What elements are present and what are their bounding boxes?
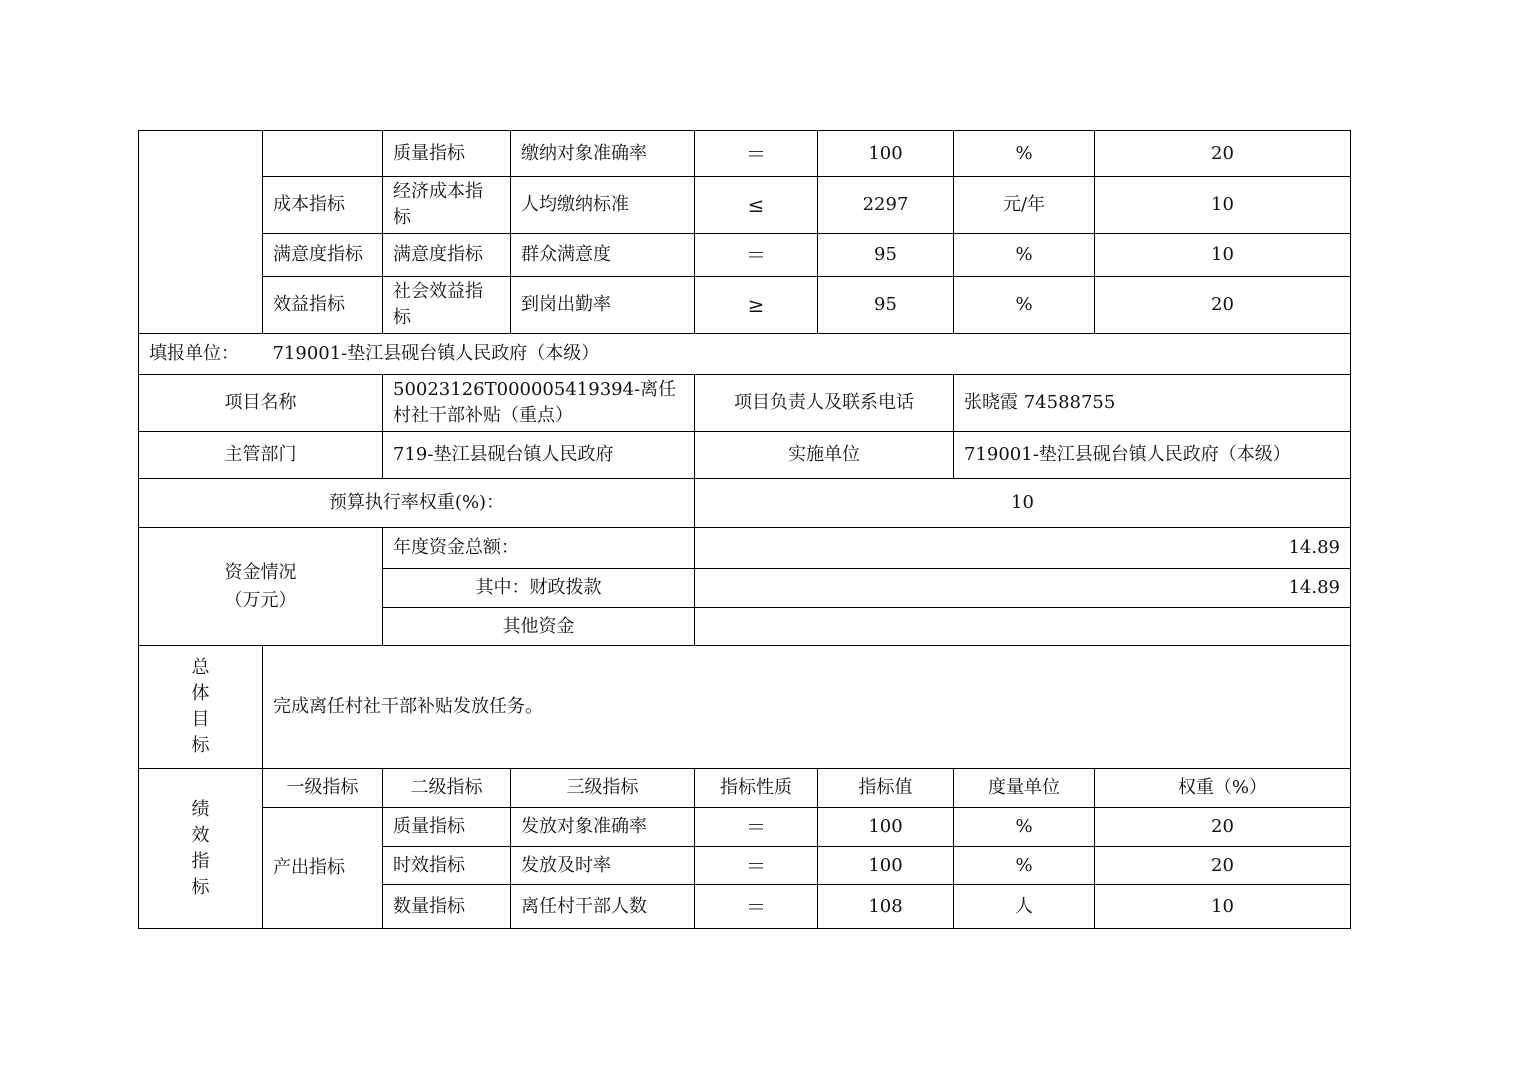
goal-text: 完成离任村社干部补贴发放任务。 (263, 646, 1351, 769)
project-contact-label: 项目负责人及联系电话 (695, 375, 954, 432)
weight-cell: 10 (1095, 885, 1351, 929)
level2-cell: 质量指标 (383, 131, 511, 177)
funds-total-value: 14.89 (695, 528, 1351, 569)
funds-row (139, 528, 1351, 569)
project-name-value: 50023126T000005419394-离任村社干部补贴（重点） (383, 375, 695, 432)
funds-total-label: 年度资金总额： (383, 528, 695, 569)
level2-cell: 数量指标 (383, 885, 511, 929)
table-row (139, 277, 1351, 334)
table-row (139, 177, 1351, 234)
level1-cell (263, 131, 383, 177)
nature-cell: ＝ (695, 808, 818, 847)
project-contact-value: 张晓霞 74588755 (954, 375, 1351, 432)
perf-label-char: 标 (191, 876, 210, 898)
unit-cell: 人 (954, 885, 1095, 929)
value-cell: 100 (818, 131, 954, 177)
filler-cell (139, 334, 1351, 375)
funds-label-line1: 资金情况 (224, 561, 297, 583)
budget-label: 预算执行率权重(%)： (139, 479, 695, 528)
value-cell: 100 (818, 808, 954, 847)
unit-cell: % (954, 277, 1095, 334)
perf-label (139, 769, 263, 929)
nature-cell: ＝ (695, 885, 818, 929)
level3-cell: 群众满意度 (511, 234, 695, 277)
filler-row (139, 334, 1351, 375)
level3-cell: 发放对象准确率 (511, 808, 695, 847)
unit-cell: % (954, 808, 1095, 847)
goal-label-char: 目 (191, 709, 210, 730)
value-cell: 2297 (818, 177, 954, 234)
funds-fiscal-label: 其中：财政拨款 (383, 569, 695, 608)
level1-cell: 效益指标 (263, 277, 383, 334)
filler-value: 719001-垫江县砚台镇人民政府（本级） (272, 343, 600, 364)
budget-row (139, 479, 1351, 528)
goal-label-char: 总 (191, 657, 210, 678)
nature-cell: ≤ (695, 177, 818, 234)
level2-cell: 经济成本指标 (383, 177, 511, 234)
level3-cell: 到岗出勤率 (511, 277, 695, 334)
nature-cell: ＝ (695, 234, 818, 277)
funds-fiscal-value: 14.89 (695, 569, 1351, 608)
funds-other-value (695, 608, 1351, 646)
unit-cell: % (954, 847, 1095, 885)
header-unit: 度量单位 (954, 769, 1095, 808)
goal-label (139, 646, 263, 769)
funds-label-line2: （万元） (224, 589, 297, 611)
level1-cell: 满意度指标 (263, 234, 383, 277)
goal-row (139, 646, 1351, 769)
weight-cell: 10 (1095, 177, 1351, 234)
perf-label-char: 指 (191, 850, 210, 872)
nature-cell: ＝ (695, 131, 818, 177)
dept-value: 719-垫江县砚台镇人民政府 (383, 432, 695, 479)
unit-cell: % (954, 234, 1095, 277)
table-row (139, 234, 1351, 277)
level3-cell: 发放及时率 (511, 847, 695, 885)
funds-label (139, 528, 383, 646)
value-cell: 95 (818, 277, 954, 334)
impl-label: 实施单位 (695, 432, 954, 479)
weight-cell: 20 (1095, 131, 1351, 177)
goal-label-char: 体 (191, 683, 210, 704)
impl-value: 719001-垫江县砚台镇人民政府（本级） (954, 432, 1351, 479)
level2-cell: 时效指标 (383, 847, 511, 885)
project-row (139, 375, 1351, 432)
header-value: 指标值 (818, 769, 954, 808)
header-weight: 权重（%） (1095, 769, 1351, 808)
level2-cell: 满意度指标 (383, 234, 511, 277)
header-nature: 指标性质 (695, 769, 818, 808)
empty-cell (139, 131, 263, 334)
value-cell: 95 (818, 234, 954, 277)
header-level1: 一级指标 (263, 769, 383, 808)
weight-cell: 20 (1095, 808, 1351, 847)
perf-level1: 产出指标 (263, 808, 383, 929)
weight-cell: 20 (1095, 847, 1351, 885)
level2-cell: 社会效益指标 (383, 277, 511, 334)
level3-cell: 人均缴纳标准 (511, 177, 695, 234)
unit-cell: % (954, 131, 1095, 177)
level3-cell: 缴纳对象准确率 (511, 131, 695, 177)
level1-cell: 成本指标 (263, 177, 383, 234)
project-name-label: 项目名称 (139, 375, 383, 432)
header-level2: 二级指标 (383, 769, 511, 808)
table-row (139, 808, 1351, 847)
unit-cell: 元/年 (954, 177, 1095, 234)
weight-cell: 10 (1095, 234, 1351, 277)
dept-label: 主管部门 (139, 432, 383, 479)
goal-label-char: 标 (191, 735, 210, 756)
filler-label: 填报单位： (149, 343, 239, 364)
nature-cell: ＝ (695, 847, 818, 885)
perf-label-char: 绩 (191, 798, 210, 820)
perf-header-row (139, 769, 1351, 808)
funds-other-label: 其他资金 (383, 608, 695, 646)
level3-cell: 离任村干部人数 (511, 885, 695, 929)
value-cell: 108 (818, 885, 954, 929)
budget-value: 10 (695, 479, 1351, 528)
level2-cell: 质量指标 (383, 808, 511, 847)
perf-label-char: 效 (191, 824, 210, 846)
weight-cell: 20 (1095, 277, 1351, 334)
table-row (139, 131, 1351, 177)
header-level3: 三级指标 (511, 769, 695, 808)
dept-row (139, 432, 1351, 479)
performance-table (138, 130, 1351, 929)
value-cell: 100 (818, 847, 954, 885)
nature-cell: ≥ (695, 277, 818, 334)
